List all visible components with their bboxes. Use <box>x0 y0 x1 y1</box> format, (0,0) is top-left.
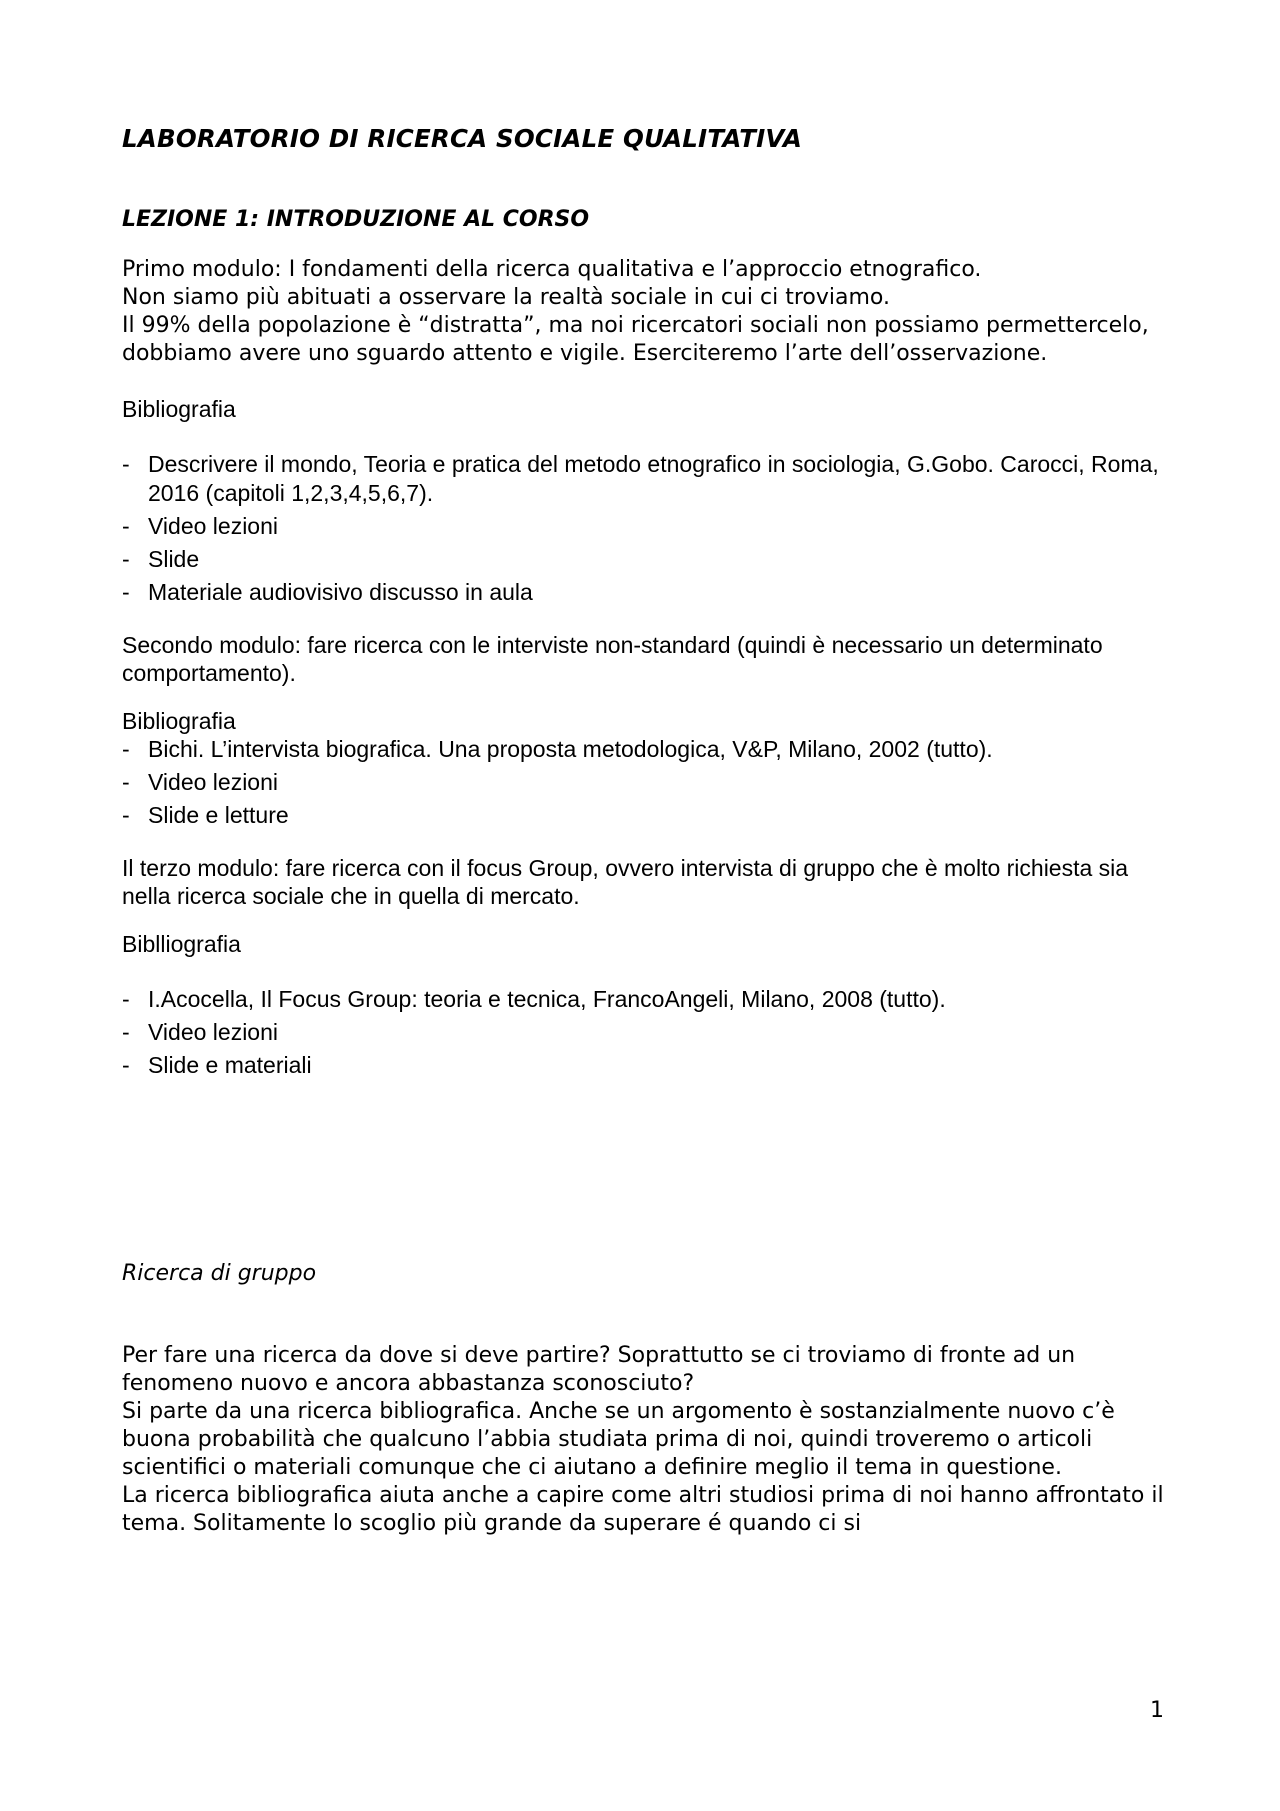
list-dash: - <box>122 802 130 828</box>
intro-line: Il 99% della popolazione è “distratta”, ma noi ricercatori sociali non possiamo permettercelo, dobbiamo avere uno sguardo attento e vigile. Eserciteremo l’arte dell’osservazione. <box>122 313 1149 366</box>
list-item: - Video lezioni <box>122 769 279 795</box>
intro-line: Primo modulo: I fondamenti della ricerca qualitativa e l’approccio etnografico. <box>122 257 982 282</box>
list-dash: - <box>122 513 130 539</box>
list-dash: - <box>122 986 130 1012</box>
list-dash: - <box>122 451 130 477</box>
list-item: - Bichi. L’intervista biografica. Una proposta metodologica, V&P, Milano, 2002 (tutto). <box>122 736 993 762</box>
list-item: - I.Acocella, Il Focus Group: teoria e tecnica, FrancoAngeli, Milano, 2008 (tutto). <box>122 986 946 1012</box>
list-item: - Slide e materiali <box>122 1052 312 1078</box>
module3-text: Il terzo modulo: fare ricerca con il focus Group, ovvero intervista di gruppo che è molto richiesta sia nella ricerca sociale che in quella di mercato. <box>122 855 1129 909</box>
list-item: - Slide <box>122 546 200 572</box>
module3-biblio-list <box>122 985 1172 1080</box>
list-item: - Slide e letture <box>122 802 289 828</box>
lesson-title: LEZIONE 1: INTRODUZIONE AL CORSO <box>122 207 590 232</box>
intro-line: Non siamo più abituati a osservare la realtà sociale in cui ci troviamo. <box>122 285 890 310</box>
page-content <box>122 122 1172 1538</box>
list-item: - Descrivere il mondo, Teoria e pratica del metodo etnografico in sociologia, G.Gobo. Carocci, Roma, 2016 (capitoli 1,2,3,4,5,6,7). <box>122 451 1159 506</box>
list-dash: - <box>122 579 130 605</box>
module2-biblio-list <box>122 735 1172 830</box>
list-dash: - <box>122 1052 130 1078</box>
group-research-paragraph: Si parte da una ricerca bibliografica. Anche se un argomento è sostanzialmente nuovo c’è buona probabilità che qualcuno l’abbia studiata prima di noi, quindi troveremo o articoli scientifici o materiali comunque che ci aiutano a definire meglio il tema in questione. <box>122 1399 1115 1480</box>
list-item: - Video lezioni <box>122 513 279 539</box>
group-research-paragraph: Per fare una ricerca da dove si deve partire? Soprattutto se ci troviamo di fronte ad un fenomeno nuovo e ancora abbastanza sconosciuto? <box>122 1343 1076 1396</box>
document-title: LABORATORIO DI RICERCA SOCIALE QUALITATIVA <box>122 124 803 153</box>
module2-biblio-label: Bibliografia <box>122 708 236 734</box>
module1-biblio-label: Bibliografia <box>122 396 236 422</box>
list-dash: - <box>122 546 130 572</box>
module3-biblio-label: Biblliografia <box>122 931 241 957</box>
list-dash: - <box>122 736 130 762</box>
group-research-paragraph: La ricerca bibliografica aiuta anche a capire come altri studiosi prima di noi hanno affrontato il tema. Solitamente lo scoglio più grande da superare é quando ci si <box>122 1483 1164 1536</box>
list-item: - Video lezioni <box>122 1019 279 1045</box>
intro-paragraph <box>122 256 1172 368</box>
module1-biblio-list <box>122 450 1172 607</box>
page-number: 1 <box>1150 1698 1164 1723</box>
module2-text: Secondo modulo: fare ricerca con le interviste non-standard (quindi è necessario un determinato comportamento). <box>122 632 1103 686</box>
group-research-heading: Ricerca di gruppo <box>122 1261 317 1286</box>
list-dash: - <box>122 1019 130 1045</box>
list-item: - Materiale audiovisivo discusso in aula <box>122 579 533 605</box>
list-dash: - <box>122 769 130 795</box>
